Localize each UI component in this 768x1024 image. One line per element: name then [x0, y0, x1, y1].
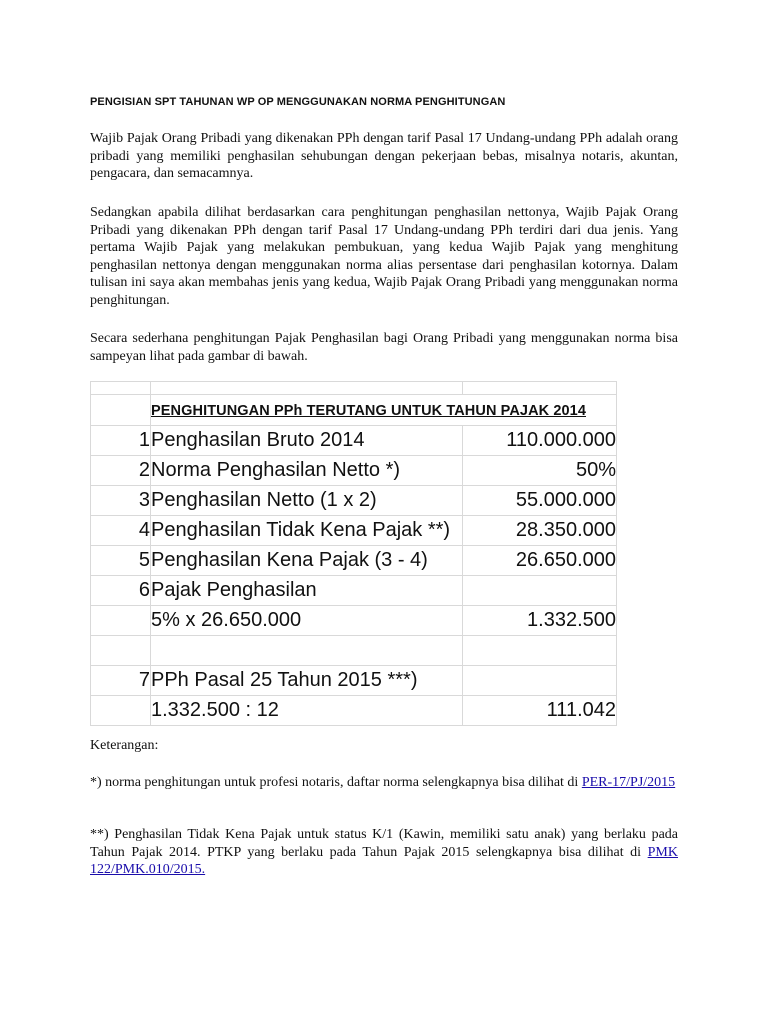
footnote-2-text: **) Penghasilan Tidak Kena Pajak untuk status K/1 (Kawin, memiliki satu anak) yang berlaku pada Tahun Pajak 2014. PTKP yang berlaku pada Tahun Pajak 2015 selengkapnya bisa dilihat di — [90, 827, 678, 860]
table-row — [91, 546, 617, 576]
row-value: 55.000.000 — [463, 486, 617, 516]
row-label: 1.332.500 : 12 — [151, 696, 463, 726]
row-label: Penghasilan Kena Pajak (3 - 4) — [151, 546, 463, 576]
row-value: 26.650.000 — [463, 546, 617, 576]
row-value — [463, 576, 617, 606]
row-value — [463, 666, 617, 696]
per-17-link[interactable]: PER-17/PJ/2015 — [581, 775, 676, 790]
table-row — [91, 426, 617, 456]
row-value: 111.042 — [463, 696, 617, 726]
row-number: 5 — [91, 546, 151, 576]
row-number: 6 — [91, 576, 151, 606]
paragraph-3: Secara sederhana penghitungan Pajak Penghasilan bagi Orang Pribadi yang menggunakan norma bisa sampeyan lihat pada gambar di bawah. — [90, 331, 678, 364]
table-row — [91, 666, 617, 696]
row-label: PPh Pasal 25 Tahun 2015 ***) — [151, 666, 463, 696]
row-number: 3 — [91, 486, 151, 516]
pmk-122-link[interactable]: PMK 122/PMK.010/2015. — [90, 844, 678, 878]
row-value: 1.332.500 — [463, 606, 617, 636]
footnote-1-text: *) norma penghitungan untuk profesi notaris, daftar norma selengkapnya bisa dilihat di — [90, 775, 582, 790]
row-number — [91, 696, 151, 726]
row-label: Pajak Penghasilan — [151, 576, 463, 606]
row-value: 50% — [463, 456, 617, 486]
footnote-1 — [90, 774, 678, 792]
table-row — [91, 606, 617, 636]
row-number — [91, 606, 151, 636]
row-value: 28.350.000 — [463, 516, 617, 546]
row-label: 5% x 26.650.000 — [151, 606, 463, 636]
table-row-empty — [91, 636, 617, 666]
tax-calculation-table — [90, 381, 617, 726]
row-label: Penghasilan Netto (1 x 2) — [151, 486, 463, 516]
paragraph-1: Wajib Pajak Orang Pribadi yang dikenakan PPh dengan tarif Pasal 17 Undang-undang PPh adalah orang pribadi yang memiliki penghasilan sehubungan dengan pekerjaan bebas, misalnya notaris, akuntan, pengacara, dan semacamnya. — [90, 131, 678, 182]
table-row — [91, 516, 617, 546]
table-title: PENGHITUNGAN PPh TERUTANG UNTUK TAHUN PAJAK 2014 — [151, 403, 586, 419]
row-number: 2 — [91, 456, 151, 486]
footnote-2 — [90, 826, 678, 879]
paragraph-2: Sedangkan apabila dilihat berdasarkan cara penghitungan penghasilan nettonya, Wajib Pajak Orang Pribadi yang dikenakan PPh dengan tarif Pasal 17 Undang-undang PPh terdiri dari dua jenis. Yang pertama Wajib Pajak yang melakukan pembukuan, yang kedua Wajib Pajak yang menghitung penghasilan nettonya dengan menggunakan norma alias persentase dari penghasilan kotornya. Dalam tulisan ini saya akan membahas jenis yang kedua, Wajib Pajak Orang Pribadi yang menggunakan norma penghitungan. — [90, 205, 678, 308]
table-row — [91, 576, 617, 606]
document-title: PENGISIAN SPT TAHUNAN WP OP MENGGUNAKAN NORMA PENGHITUNGAN — [90, 96, 506, 108]
row-label: Penghasilan Tidak Kena Pajak **) — [151, 516, 463, 546]
keterangan-label: Keterangan: — [90, 738, 159, 753]
row-number: 4 — [91, 516, 151, 546]
table-row — [91, 696, 617, 726]
row-label: Norma Penghasilan Netto *) — [151, 456, 463, 486]
row-label: Penghasilan Bruto 2014 — [151, 426, 463, 456]
row-number: 7 — [91, 666, 151, 696]
table-row — [91, 456, 617, 486]
table-row — [91, 486, 617, 516]
row-value: 110.000.000 — [463, 426, 617, 456]
row-number: 1 — [91, 426, 151, 456]
